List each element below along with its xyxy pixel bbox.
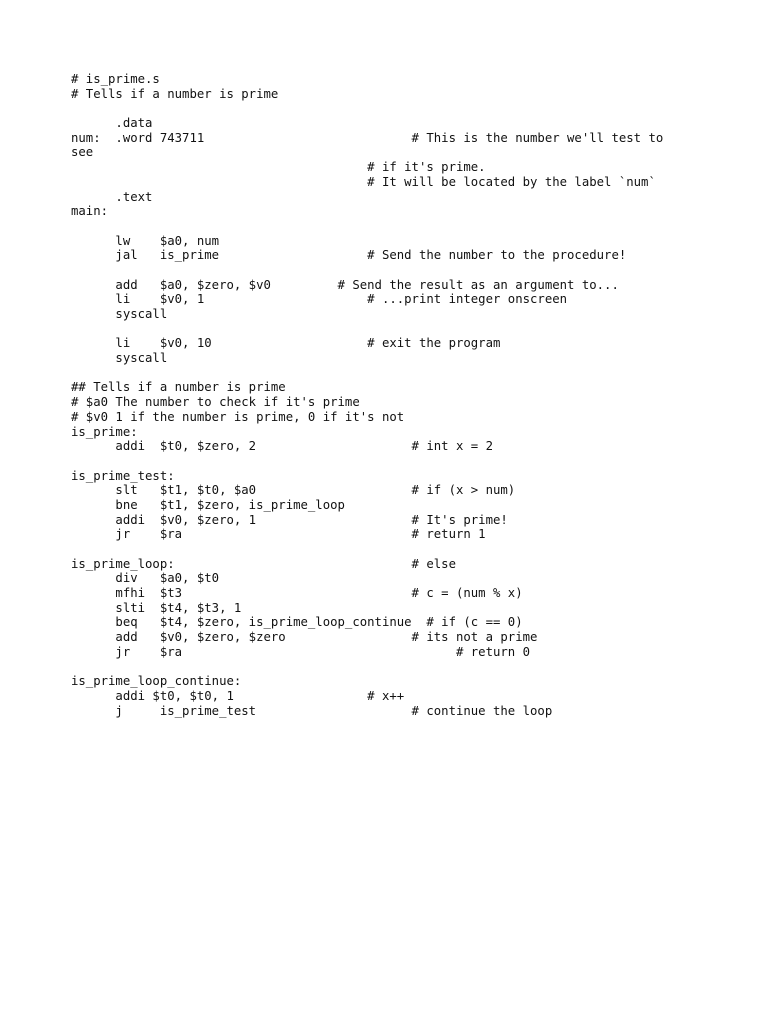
- code-line: li $v0, 1 # ...print integer onscreen: [71, 292, 568, 307]
- code-line: bne $t1, $zero, is_prime_loop: [71, 497, 345, 512]
- code-line: # $a0 The number to check if it's prime: [71, 395, 360, 410]
- code-line: main:: [71, 204, 109, 219]
- code-line: addi $t0, $zero, 2 # int x = 2: [71, 439, 493, 454]
- code-line: [71, 542, 663, 557]
- code-line: syscall: [71, 307, 168, 321]
- code-line: add $v0, $zero, $zero # its not a prime: [71, 630, 538, 645]
- code-line: is_prime:: [71, 424, 138, 439]
- code-line: slti $t4, $t3, 1: [71, 600, 242, 615]
- code-line: # is_prime.s: [71, 72, 160, 86]
- code-line: [71, 263, 663, 278]
- code-line: # $v0 1 if the number is prime, 0 if it's not: [71, 409, 405, 424]
- code-line: # It will be located by the label `num`: [71, 174, 656, 189]
- code-line: lw $a0, num: [71, 233, 220, 248]
- code-line: syscall: [71, 351, 168, 366]
- code-line: .data: [71, 116, 153, 131]
- code-line: [71, 366, 663, 381]
- code-line: is_prime_loop: # else: [71, 556, 456, 571]
- code-line: mfhi $t3 # c = (num % x): [71, 586, 523, 601]
- code-line: [71, 660, 663, 675]
- code-line: [71, 322, 663, 337]
- code-line: # if it's prime.: [71, 160, 486, 175]
- code-line: jr $ra # return 1: [71, 527, 486, 542]
- code-line: ## Tells if a number is prime: [71, 380, 286, 395]
- code-line: # Tells if a number is prime: [71, 86, 279, 101]
- code-line: .text: [71, 189, 153, 204]
- code-line: jr $ra # return 0: [71, 644, 531, 659]
- code-line: add $a0, $zero, $v0 # Send the result as an argument to...: [71, 277, 619, 292]
- code-line: [71, 219, 663, 234]
- code-line: addi $v0, $zero, 1 # It's prime!: [71, 512, 508, 527]
- code-line: is_prime_test:: [71, 468, 175, 483]
- code-line: [71, 454, 663, 469]
- code-line: j is_prime_test # continue the loop: [71, 703, 553, 718]
- assembly-source-code: [71, 72, 663, 718]
- code-line: li $v0, 10 # exit the program: [71, 336, 501, 351]
- code-line: beq $t4, $zero, is_prime_loop_continue # if (c == 0): [71, 615, 523, 630]
- code-line: see: [71, 145, 94, 160]
- code-line: addi $t0, $t0, 1 # x++: [71, 688, 405, 703]
- code-line: div $a0, $t0: [71, 571, 220, 586]
- code-line: slt $t1, $t0, $a0 # if (x > num): [71, 483, 516, 498]
- code-line: num: .word 743711 # This is the number we'll test to: [71, 130, 664, 145]
- code-line: [71, 101, 663, 116]
- code-line: is_prime_loop_continue:: [71, 674, 242, 689]
- code-line: jal is_prime # Send the number to the procedure!: [71, 248, 627, 263]
